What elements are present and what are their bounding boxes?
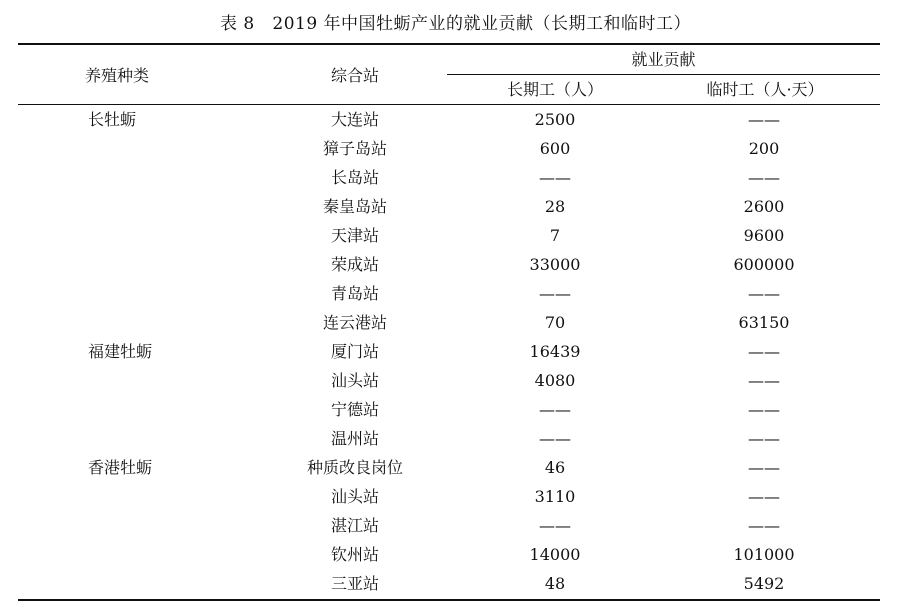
row-long-term: 2500 xyxy=(534,110,576,129)
row-station: 厦门站 xyxy=(330,342,379,361)
header-rule xyxy=(18,104,880,105)
row-long-term: —— xyxy=(539,429,571,448)
row-station: 荣成站 xyxy=(330,255,379,274)
row-temporary: 5492 xyxy=(743,574,785,593)
bottom-rule xyxy=(18,599,880,601)
row-long-term: 3110 xyxy=(534,487,576,506)
row-temporary: —— xyxy=(748,429,780,448)
row-long-term: 16439 xyxy=(529,342,581,361)
row-temporary: —— xyxy=(748,487,780,506)
row-station: 秦皇岛站 xyxy=(322,197,387,216)
row-long-term: 33000 xyxy=(529,255,581,274)
row-temporary: 63150 xyxy=(738,313,790,332)
row-long-term: 14000 xyxy=(529,545,581,564)
row-long-term: 46 xyxy=(544,458,566,477)
row-long-term: —— xyxy=(539,168,571,187)
row-temporary: —— xyxy=(748,371,780,390)
row-long-term: 48 xyxy=(544,574,566,593)
row-station: 汕头站 xyxy=(330,487,379,506)
row-station: 青岛站 xyxy=(330,284,379,303)
row-station: 湛江站 xyxy=(330,516,379,535)
row-temporary: —— xyxy=(748,168,780,187)
row-long-term: 600 xyxy=(539,139,571,158)
top-rule xyxy=(18,43,880,45)
row-type: 香港牡蛎 xyxy=(88,458,153,477)
row-station: 长岛站 xyxy=(330,168,379,187)
table-label: 表 8 xyxy=(219,14,255,34)
row-long-term: 28 xyxy=(544,197,566,216)
row-long-term: —— xyxy=(539,400,571,419)
row-temporary: 101000 xyxy=(733,545,795,564)
row-temporary: —— xyxy=(748,516,780,535)
header-type: 养殖种类 xyxy=(85,66,150,85)
row-type: 福建牡蛎 xyxy=(88,342,153,361)
group-rule xyxy=(447,74,880,75)
row-temporary: 600000 xyxy=(733,255,795,274)
table-title xyxy=(0,9,911,34)
table-title-text: 2019 年中国牡蛎产业的就业贡献（长期工和临时工） xyxy=(272,14,692,34)
row-station: 温州站 xyxy=(330,429,379,448)
row-long-term: —— xyxy=(539,516,571,535)
row-station: 宁德站 xyxy=(330,400,379,419)
row-temporary: —— xyxy=(748,342,780,361)
row-temporary: —— xyxy=(748,458,780,477)
row-temporary: —— xyxy=(748,400,780,419)
row-temporary: 2600 xyxy=(743,197,785,216)
row-station: 连云港站 xyxy=(322,313,387,332)
header-station: 综合站 xyxy=(330,66,379,85)
row-station: 汕头站 xyxy=(330,371,379,390)
row-temporary: 9600 xyxy=(743,226,785,245)
row-station: 大连站 xyxy=(330,110,379,129)
row-long-term: 70 xyxy=(544,313,566,332)
row-long-term: —— xyxy=(539,284,571,303)
row-long-term: 7 xyxy=(549,226,561,245)
row-temporary: —— xyxy=(748,110,780,129)
header-temporary: 临时工（人·天） xyxy=(706,80,824,99)
row-temporary: —— xyxy=(748,284,780,303)
row-station: 钦州站 xyxy=(330,545,379,564)
row-station: 三亚站 xyxy=(330,574,379,593)
header-long-term: 长期工（人） xyxy=(506,80,603,99)
row-long-term: 4080 xyxy=(534,371,576,390)
row-station: 獐子岛站 xyxy=(322,139,387,158)
row-type: 长牡蛎 xyxy=(88,110,137,129)
header-employment: 就业贡献 xyxy=(631,50,696,69)
row-station: 种质改良岗位 xyxy=(306,458,403,477)
row-station: 天津站 xyxy=(330,226,379,245)
row-temporary: 200 xyxy=(748,139,780,158)
